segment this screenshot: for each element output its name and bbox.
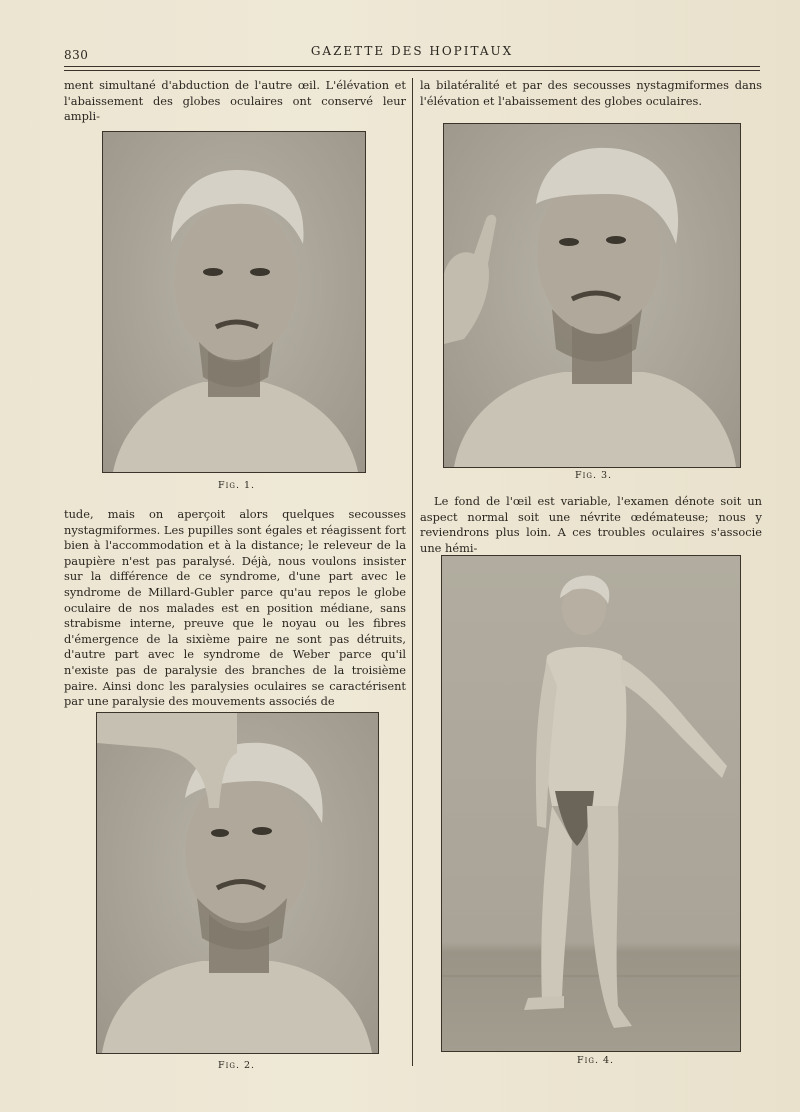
- page-number: 830: [64, 48, 89, 62]
- right-column-paragraph-main: Le fond de l'œil est variable, l'examen dénote soit un aspect normal soit une névrite œdémateuse; nous y reviendrons plus loin. A ces troubles oculaires s'associe une hémi-: [420, 494, 762, 555]
- right-column-paragraph-top: la bilatéralité et par des secousses nystagmiformes dans l'élévation et l'abaissement des globes oculaires.: [420, 78, 762, 108]
- header-rule-thin: [64, 70, 760, 71]
- figure-1-caption: Fig. 1.: [218, 480, 256, 491]
- figure-4-caption: Fig. 4.: [577, 1055, 615, 1066]
- page-header: [64, 40, 760, 66]
- column-divider: [412, 78, 413, 1066]
- left-column-paragraph-main: tude, mais on aperçoit alors quelques secousses nystagmiformes. Les pupilles sont égales et réagissent fort bien à l'accommodation et à la distance; le releveur de la paupière n'est pas paralysé. Déjà, nous voulons insister sur la différence de ce syndrome, d'une part avec le syndrome de Millard-Gubler parce qu'au repos le globe oculaire de nos malades est en position médiane, sans strabisme interne, preuve que le noyau ou les fibres d'émergence de la sixième paire ne sont pas détruits, d'autre part avec le syndrome de Weber parce qu'il n'existe pas de paralysie des branches de la troisième paire. Ainsi donc les paralysies oculaires se caractérisent par une paralysie des mouvements associés de: [64, 507, 406, 709]
- left-column-paragraph-top: ment simultané d'abduction de l'autre œil. L'élévation et l'abaissement des globes oculaires ont conservé leur ampli-: [64, 78, 406, 124]
- header-rule: [64, 66, 760, 67]
- figure-3-photo: [443, 123, 741, 468]
- figure-2-photo: [96, 712, 379, 1054]
- journal-title: GAZETTE DES HOPITAUX: [310, 44, 514, 58]
- figure-1-photo: [102, 131, 366, 473]
- figure-3-caption: Fig. 3.: [575, 470, 613, 481]
- figure-4-photo: [441, 555, 741, 1052]
- figure-2-caption: Fig. 2.: [218, 1060, 256, 1071]
